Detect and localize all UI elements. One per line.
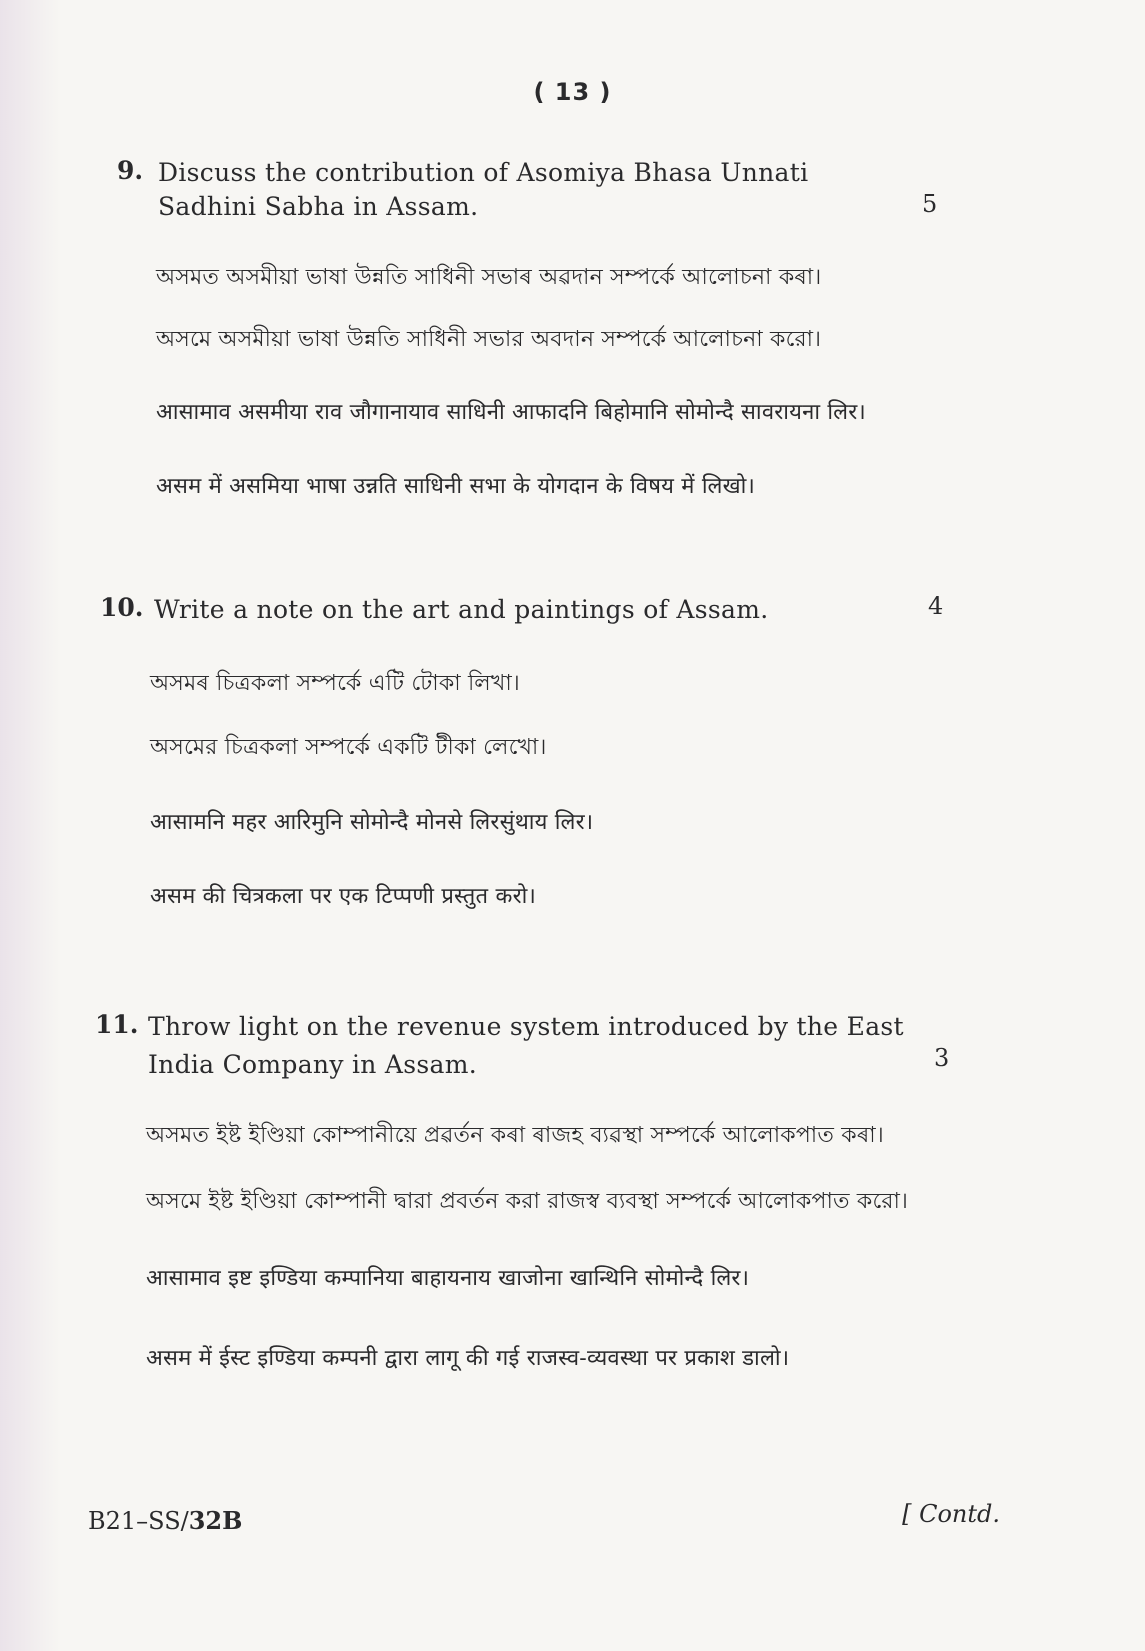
question-text: Throw light on the revenue system introduced by the East India Company in Assam. — [148, 1012, 904, 1079]
continued-label: [ Contd. — [902, 1500, 1000, 1528]
translation-assamese: অসমত অসমীয়া ভাষা উন্নতি সাধিনী সভাৰ অৱদান সম্পৰ্কে আলোচনা কৰা। — [156, 265, 822, 290]
translation-bodo: आसामाव इष्ट इण्डिया कम्पानिया बाहायनाय खाजोना खान्थिनि सोमोन्दै लिर। — [146, 1266, 750, 1291]
translation-hindi: असम में ईस्ट इण्डिया कम्पनी द्वारा लागू की गई राजस्व-व्यवस्था पर प्रकाश डालो। — [146, 1346, 790, 1371]
question-marks: 5 — [922, 190, 938, 218]
paper-code-prefix: B21–SS/ — [88, 1507, 189, 1535]
paper-code-suffix: 32B — [188, 1506, 243, 1535]
question-text: Discuss the contribution of Asomiya Bhasa Unnati Sadhini Sabha in Assam. — [158, 158, 809, 221]
question-marks: 3 — [934, 1044, 950, 1072]
question-number: 10. — [100, 593, 144, 622]
question-text: Write a note on the art and paintings of Assam. — [154, 595, 769, 624]
translation-bodo: आसामनि महर आरिमुनि सोमोन्दै मोनसे लिरसुंथाय लिर। — [150, 810, 594, 835]
translation-bengali: অসমে অসমীয়া ভাষা উন্নতি সাধিনী সভার অবদান সম্পর্কে আলোচনা করো। — [156, 327, 822, 352]
translation-bodo: आसामाव असमीया राव जौगानायाव साधिनी आफादनि बिहोमानि सोमोन्दै सावरायना लिर। — [156, 400, 866, 425]
translation-hindi: असम की चित्रकला पर एक टिप्पणी प्रस्तुत करो। — [150, 884, 537, 909]
question-marks: 4 — [928, 592, 944, 620]
paper-code — [88, 1506, 242, 1535]
page-edge-shade — [0, 0, 60, 1651]
translation-assamese: অসমত ইষ্ট ইণ্ডিয়া কোম্পানীয়ে প্ৰৱৰ্তন কৰা ৰাজহ ব্যৱস্থা সম্পৰ্কে আলোকপাত কৰা। — [146, 1123, 884, 1148]
translation-hindi: असम में असमिया भाषा उन्नति साधिनी सभा के योगदान के विषय में लिखो। — [156, 474, 756, 499]
translation-bengali: অসমে ইষ্ট ইণ্ডিয়া কোম্পানী দ্বারা প্রবর্তন করা রাজস্ব ব্যবস্থা সম্পর্কে আলোকপাত করো। — [146, 1189, 909, 1214]
page-number: ( 13 ) — [533, 78, 612, 106]
translation-bengali: অসমের চিত্রকলা সম্পর্কে একটি টীকা লেখো। — [150, 735, 547, 760]
translation-assamese: অসমৰ চিত্ৰকলা সম্পৰ্কে এটি টোকা লিখা। — [150, 671, 520, 696]
question-number: 11. — [95, 1010, 139, 1039]
question-number: 9. — [117, 156, 144, 185]
